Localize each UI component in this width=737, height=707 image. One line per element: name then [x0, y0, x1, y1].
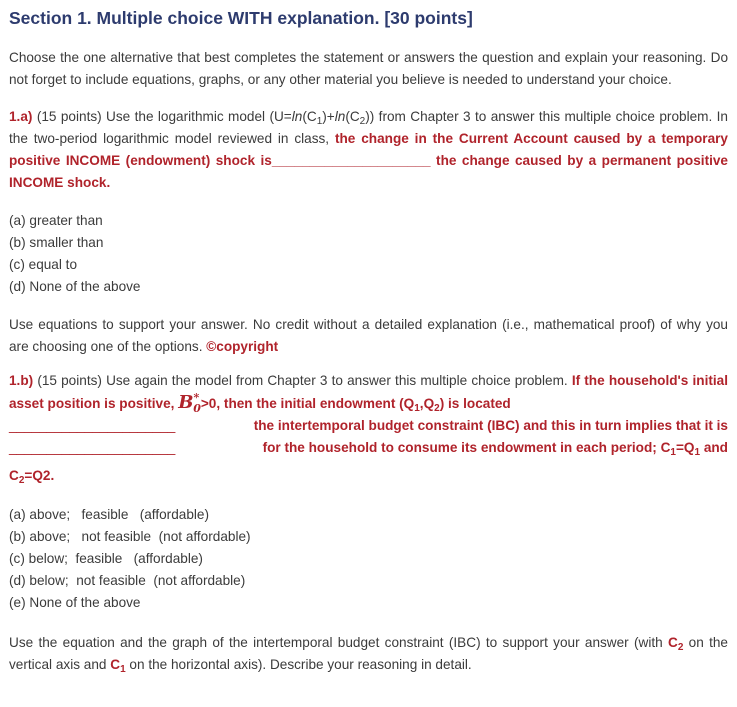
- final-c1: C: [110, 657, 121, 672]
- q1a-c2: (C: [345, 109, 360, 124]
- q1a-ln2: ln: [334, 109, 346, 124]
- final-c1-sub: 1: [120, 664, 126, 675]
- q1b-line-4a: C: [9, 468, 19, 483]
- q1b-line-4b: =Q2.: [24, 468, 55, 483]
- q1b-line-4: [9, 465, 728, 487]
- b-symbol: B: [178, 392, 194, 413]
- q1a-c1-sub: 1: [316, 116, 323, 127]
- b-sub: 0: [193, 402, 201, 415]
- section-heading: Section 1. Multiple choice WITH explanation. [30 points]: [9, 8, 473, 28]
- q1b-line-3-sub: 1: [670, 447, 676, 458]
- q1b-line-3-sub2: 1: [694, 447, 701, 458]
- q1a-highlight-1: the change in the Current Account caused by a temporary positive INCOME (endowment) shock is: [9, 131, 728, 168]
- option-item[interactable]: (b) above; not feasible (not affordable): [9, 529, 251, 544]
- q1b-label: 1.b): [9, 373, 34, 388]
- instruction-text: Use equations to support your answer. No credit without a detailed explanation (i.e., mathematical proof) of why you are choosing one of the options.: [9, 317, 728, 354]
- q1b-q2-sub: 2: [434, 403, 440, 414]
- option-item[interactable]: (d) below; not feasible (not affordable): [9, 573, 246, 588]
- q1a-c2-sub: 2: [359, 116, 366, 127]
- q1b-line-3: [9, 437, 728, 459]
- option-item[interactable]: (d) None of the above: [9, 279, 141, 294]
- q1a-c1: (C: [302, 109, 317, 124]
- q1a-blank: _____________________: [271, 153, 431, 168]
- q1a-label: 1.a): [9, 109, 33, 124]
- q1a-lead: (15 points) Use the logarithmic model (U=: [32, 109, 292, 124]
- q1a-mid: )+: [322, 109, 335, 124]
- final-c2: C: [668, 635, 678, 650]
- intro-paragraph: Choose the one alternative that best completes the statement or answers the question and explain your reasoning. Do not forget to include equations, graphs, or any other material you believe is needed to understand your choice.: [9, 50, 728, 87]
- q1b-lead: (15 points) Use again the model from Chapter 3 to answer this multiple choice problem.: [33, 373, 572, 388]
- q1b-highlight-1: If the household's initial asset position is positive,: [9, 373, 728, 411]
- q1a-tail: )) from Chapter 3 to answer this multiple choice problem. In the two-period logarithmic model reviewed in class,: [9, 109, 728, 146]
- instruction-paragraph: [9, 314, 728, 358]
- option-item[interactable]: (e) None of the above: [9, 595, 141, 610]
- final-part-1: Use the equation and the graph of the intertemporal budget constraint (IBC) to support your answer (with: [9, 635, 668, 650]
- option-item[interactable]: (c) equal to: [9, 257, 78, 272]
- q1a-highlight-2: the change caused by a permanent positive INCOME shock.: [9, 153, 728, 190]
- option-item[interactable]: (a) above; feasible (affordable): [9, 507, 209, 522]
- q1a-options: [9, 210, 728, 298]
- q1b-options: [9, 504, 728, 614]
- b-sup: *: [193, 391, 200, 404]
- q1b-highlight-3: ,Q: [419, 396, 435, 411]
- final-paragraph: [9, 632, 728, 676]
- question-1a: [9, 106, 728, 194]
- q1b-line-3c: and: [700, 440, 728, 455]
- q1b-highlight-4: ) is located: [439, 396, 511, 411]
- q1b-line-3b: =Q: [675, 440, 695, 455]
- copyright-notice: ©copyright: [206, 339, 279, 354]
- option-item[interactable]: (a) greater than: [9, 213, 103, 228]
- b-star-zero-symbol: [178, 392, 201, 413]
- question-1b: [9, 370, 728, 415]
- q1b-highlight-2: >0, then the initial endowment (Q: [200, 396, 415, 411]
- q1b-line-3a: for the household to consume its endowment in each period; C: [262, 440, 671, 455]
- q1b-q1-sub: 1: [414, 403, 420, 414]
- q1a-ln1: ln: [291, 109, 303, 124]
- option-item[interactable]: (c) below; feasible (affordable): [9, 551, 203, 566]
- q1b-line-2: [9, 415, 728, 437]
- option-item[interactable]: (b) smaller than: [9, 235, 104, 250]
- final-c2-sub: 2: [677, 642, 684, 653]
- q1b-blank-2: ______________________: [9, 440, 176, 455]
- q1b-line-2-text: the intertemporal budget constraint (IBC) and this in turn implies that it is: [253, 418, 728, 433]
- final-part-2: on the vertical axis and: [9, 635, 728, 672]
- q1b-line-3-text: [263, 437, 728, 459]
- final-part-3: on the horizontal axis). Describe your reasoning in detail.: [125, 657, 472, 672]
- q1b-line-4-sub: 2: [18, 475, 25, 486]
- q1b-blank-1: ______________________: [9, 418, 176, 433]
